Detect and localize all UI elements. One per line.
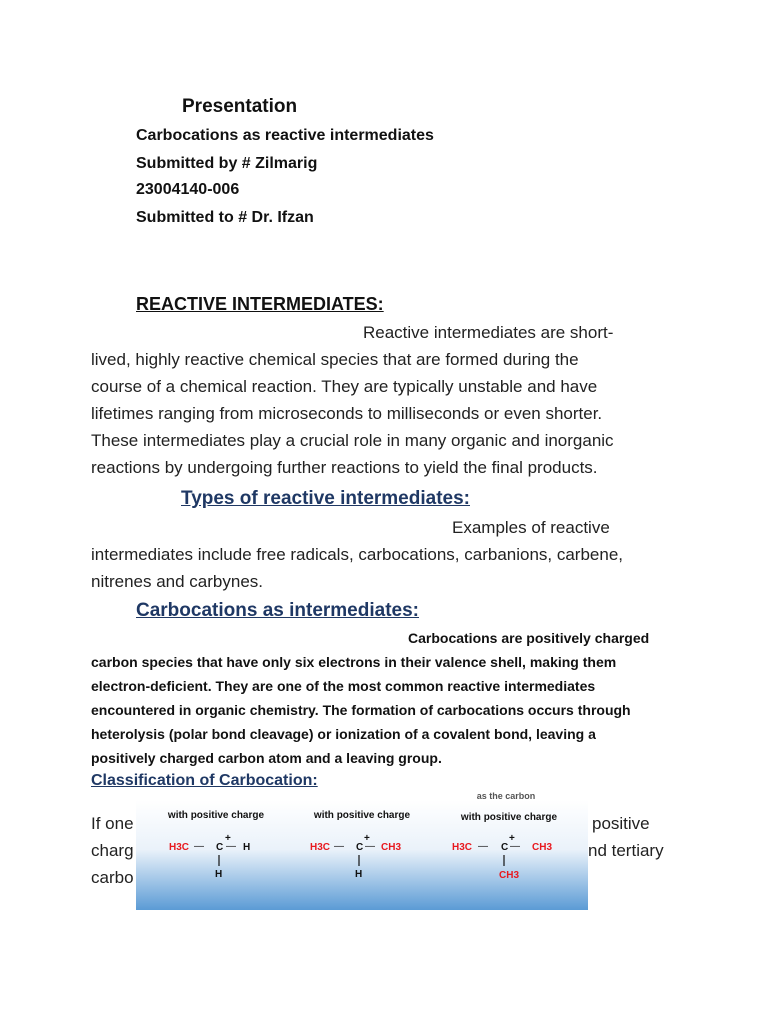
bond-symbol: — [365, 841, 375, 852]
submitted-to-line: Submitted to # Dr. Ifzan [136, 209, 314, 226]
structure-label: with positive charge [460, 812, 558, 823]
carbocations-paragraph-line: positively charged carbon atom and a leaving group. [91, 750, 442, 766]
bond-symbol: — [478, 841, 488, 852]
presentation-title: Presentation [182, 96, 298, 117]
group-left: H3C [310, 842, 331, 853]
bond-symbol: — [194, 841, 204, 852]
structure-label: with positive charge [167, 810, 265, 821]
types-heading: Types of reactive intermediates: [181, 488, 470, 509]
carbocations-paragraph-line: electron-deficient. They are one of the most common reactive intermediates [91, 678, 596, 694]
group-left: H3C [452, 842, 473, 853]
reactive-paragraph-line: lifetimes ranging from microseconds to milliseconds or even shorter. [91, 404, 603, 423]
topic-line: Carbocations as reactive intermediates [136, 127, 434, 144]
classification-text-fragment: charg [91, 841, 134, 860]
carbocations-paragraph-line: carbon species that have only six electrons in their valence shell, making them [91, 654, 617, 670]
reactive-paragraph-line: Reactive intermediates are short- [363, 323, 614, 342]
roll-number-line: 23004140-006 [136, 181, 240, 198]
structure-label: with positive charge [313, 810, 411, 821]
classification-text-fragment: If one [91, 814, 134, 833]
reactive-paragraph-line: reactions by undergoing further reactions to yield the final products. [91, 458, 598, 477]
group-right: CH3 [532, 842, 553, 853]
central-carbon: C [216, 842, 224, 853]
carbocation-classification-image [136, 791, 588, 910]
positive-charge: + [225, 833, 231, 844]
central-carbon: C [501, 842, 509, 853]
carbocations-heading: Carbocations as intermediates: [136, 600, 419, 621]
bond-symbol: — [510, 841, 520, 852]
classification-text-fragment: positive [592, 814, 650, 833]
classification-heading: Classification of Carbocation: [91, 772, 318, 789]
group-bottom: H [355, 869, 363, 880]
reactive-paragraph-line: course of a chemical reaction. They are typically unstable and have [91, 377, 598, 396]
types-paragraph-line: Examples of reactive [452, 518, 610, 537]
central-carbon: C [356, 842, 364, 853]
group-right: H [243, 842, 251, 853]
group-bottom: CH3 [499, 870, 520, 881]
types-paragraph-line: nitrenes and carbynes. [91, 572, 263, 591]
bond-symbol: — [334, 841, 344, 852]
classification-text-fragment: nd tertiary [588, 841, 664, 860]
submitted-by-line: Submitted by # Zilmarig [136, 155, 318, 172]
bond-symbol: — [226, 841, 236, 852]
partial-label: as the carbon [476, 791, 536, 801]
positive-charge: + [509, 833, 515, 844]
classification-text-fragment: carbo [91, 868, 134, 887]
reactive-paragraph-line: These intermediates play a crucial role in many organic and inorganic [91, 431, 614, 450]
group-right: CH3 [381, 842, 402, 853]
carbocations-paragraph-line: heterolysis (polar bond cleavage) or ionization of a covalent bond, leaving a [91, 726, 596, 742]
carbocations-paragraph-line: Carbocations are positively charged [408, 630, 650, 646]
group-bottom: H [215, 869, 223, 880]
reactive-paragraph-line: lived, highly reactive chemical species that are formed during the [91, 350, 579, 369]
positive-charge: + [364, 833, 370, 844]
carbocations-paragraph-line: encountered in organic chemistry. The formation of carbocations occurs through [91, 702, 631, 718]
types-paragraph-line: intermediates include free radicals, carbocations, carbanions, carbene, [91, 545, 624, 564]
group-left: H3C [169, 842, 190, 853]
reactive-intermediates-heading: REACTIVE INTERMEDIATES: [136, 294, 384, 314]
